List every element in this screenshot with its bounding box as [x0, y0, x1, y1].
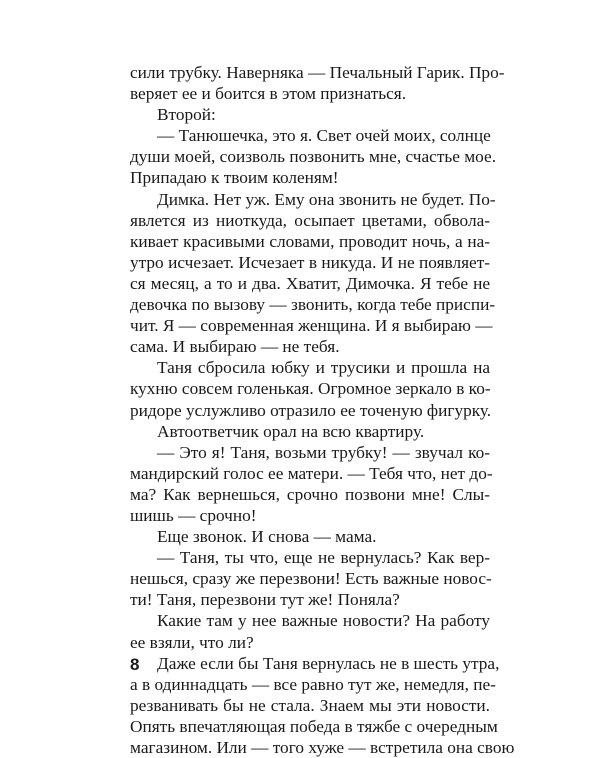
text-line: мандирский голос ее матери. — Тебя что, нет до-: [130, 463, 493, 483]
text-line: — Танюшечка, это я. Свет очей моих, солнце: [157, 126, 491, 146]
text-line: Еще звонок. И снова — мама.: [157, 527, 377, 547]
text-line: а в одиннадцать — все равно тут же, немедля, пе-: [130, 674, 496, 694]
text-line: девочка по вызову — звонить, когда тебе приспи-: [130, 295, 496, 315]
text-line: Какие там у нее важные новости? На работу: [157, 611, 490, 631]
text-line: сама. И выбираю — не тебя.: [130, 337, 340, 357]
page-number: 8: [130, 655, 140, 674]
text-line: магазином. Или — того хуже — встретила она свою: [130, 738, 515, 757]
text-line: веряет ее и боится в этом признаться.: [130, 84, 407, 104]
text-line: сили трубку. Наверняка — Печальный Гарик. Про-: [130, 63, 505, 82]
text-line: Таня сбросила юбку и трусики и прошла на: [157, 358, 490, 378]
text-line: Припадаю к твоим коленям!: [130, 168, 339, 188]
text-line: утро исчезает. Исчезает в никуда. И не появляет-: [130, 252, 490, 272]
text-line: кивает красивыми словами, проводит ночь, а на-: [130, 231, 490, 251]
text-line: кухню совсем голенькая. Огромное зеркало в ко-: [130, 379, 491, 399]
text-line: души моей, соизволь позвонить мне, счастье мое.: [130, 147, 497, 167]
text-line: Второй:: [157, 105, 216, 125]
text-line: Опять впечатляющая победа в тяжбе с очередным: [130, 716, 498, 736]
text-line: шишь — срочно!: [130, 505, 257, 525]
text-line: ма? Как вернешься, срочно позвони мне! Слы-: [130, 484, 490, 504]
text-line: — Это я! Таня, возьми трубку! — звучал ко-: [157, 442, 490, 462]
body-text: [130, 62, 515, 758]
text-line: Даже если бы Таня вернулась не в шесть утра,: [157, 653, 500, 673]
text-line: нешься, сразу же перезвони! Есть важные новос-: [130, 569, 492, 589]
text-line: Димка. Нет уж. Ему она звонить не будет. По-: [157, 189, 496, 209]
text-line: — Таня, ты что, еще не вернулась? Как вер-: [157, 548, 490, 568]
text-line: ся месяц, а то и два. Хватит, Димочка. Я тебе не: [130, 273, 490, 293]
text-line: ридоре услужливо отразило ее точеную фигурку.: [130, 400, 492, 420]
text-line: резванивать бы не стала. Знаем мы эти новости.: [130, 695, 490, 715]
text-line: ти! Таня, перезвони тут же! Поняла?: [130, 590, 400, 610]
text-line: чит. Я — современная женщина. И я выбираю —: [130, 316, 493, 336]
text-line: Автоответчик орал на всю квартиру.: [157, 421, 425, 441]
text-line: ее взяли, что ли?: [130, 632, 254, 652]
text-line: явлется из ниоткуда, осыпает цветами, обвола-: [130, 210, 490, 230]
